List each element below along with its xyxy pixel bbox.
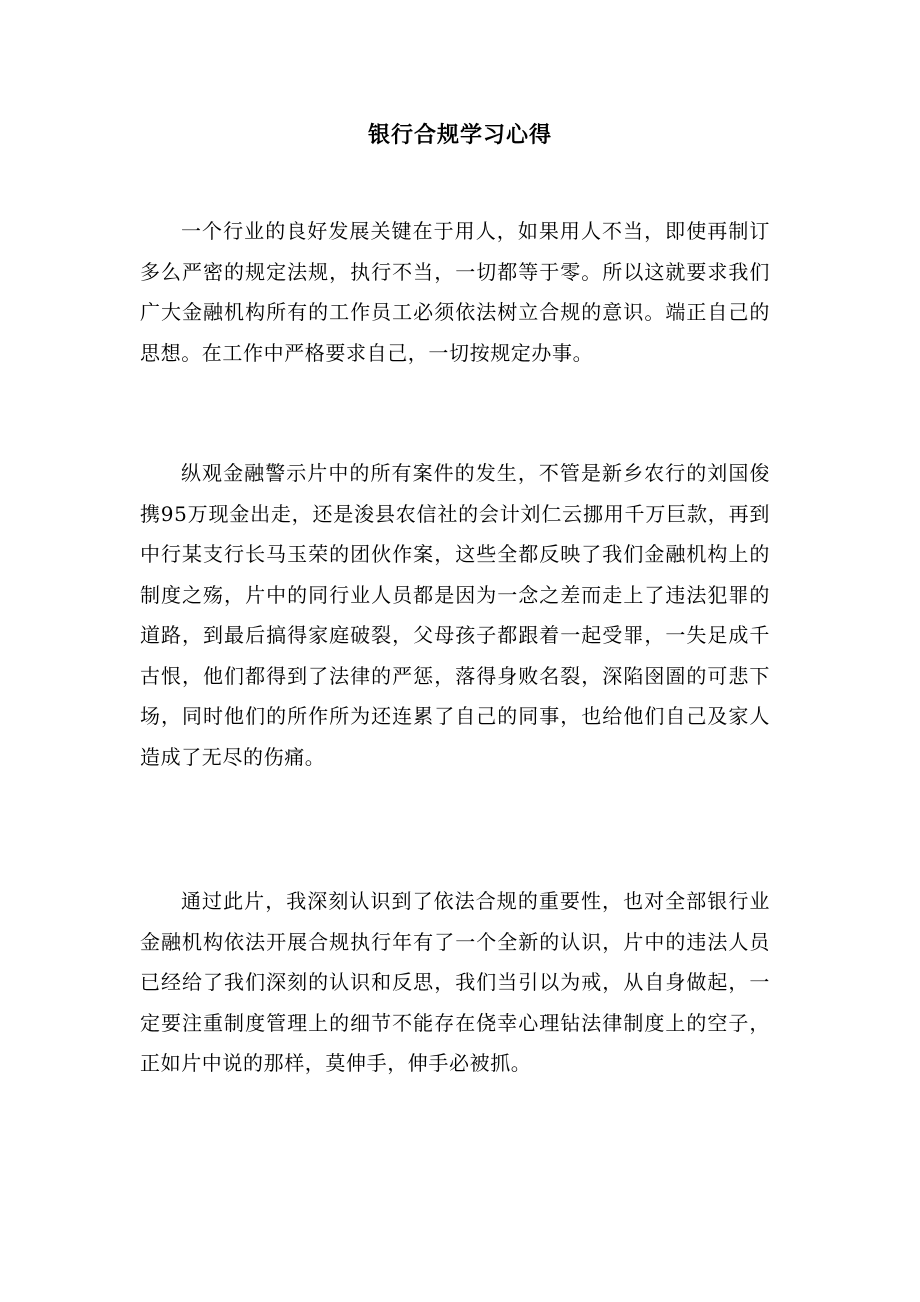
document-title: 银行合规学习心得 [367, 122, 552, 148]
paragraph-1: 一个行业的良好发展关键在于用人，如果用人不当，即使再制订多么严密的规定法规，执行不当，一切都等于零。所以这就要求我们广大金融机构所有的工作员工必须依法树立合规的意识。端正自己的思想。在工作中严格要求自己，一切按规定办事。 [140, 219, 770, 365]
paragraph-3: 通过此片，我深刻认识到了依法合规的重要性，也对全部银行业金融机构依法开展合规执行年有了一个全新的认识，片中的违法人员已经给了我们深刻的认识和反思，我们当引以为戒，从自身做起，一定要注重制度管理上的细节不能存在侥幸心理钻法律制度上的空子，正如片中说的那样，莫伸手，伸手必被抓。 [140, 889, 770, 1075]
paragraph-2: 纵观金融警示片中的所有案件的发生，不管是新乡农行的刘国俊携95万现金出走，还是浚县农信社的会计刘仁云挪用千万巨款，再到中行某支行长马玉荣的团伙作案，这些全都反映了我们金融机构上的制度之殇，片中的同行业人员都是因为一念之差而走上了违法犯罪的道路，到最后搞得家庭破裂，父母孩子都跟着一起受罪，一失足成千古恨，他们都得到了法律的严惩，落得身败名裂，深陷囹圄的可悲下场，同时他们的所作所为还连累了自己的同事，也给他们自己及家人造成了无尽的伤痛。 [140, 461, 770, 769]
